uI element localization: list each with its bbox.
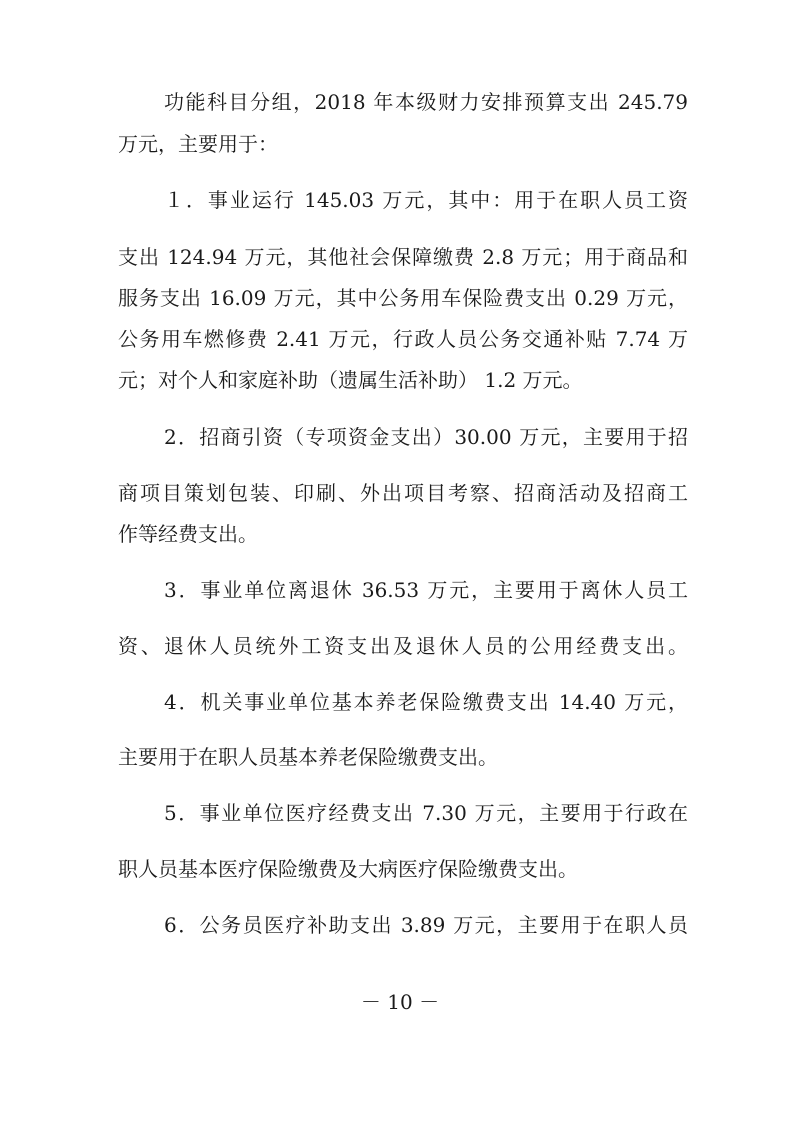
text-line-12: 资、退休人员统外工资支出及退休人员的公用经费支出。	[118, 634, 688, 658]
text-line-16: 职人员基本医疗保险缴费及大病医疗保险缴费支出。	[118, 857, 578, 881]
text-line-13: 4．机关事业单位基本养老保险缴费支出 14.40 万元，	[164, 690, 688, 714]
text-line-11: 3．事业单位离退休 36.53 万元，主要用于离休人员工	[164, 578, 688, 602]
text-line-2: 万元，主要用于：	[118, 132, 278, 156]
text-line-17: 6．公务员医疗补助支出 3.89 万元，主要用于在职人员	[164, 913, 688, 937]
text-line-5: 服务支出 16.09 万元，其中公务用车保险费支出 0.29 万元，	[118, 286, 688, 310]
text-line-4: 支出 124.94 万元，其他社会保障缴费 2.8 万元；用于商品和	[118, 245, 688, 269]
text-line-15: 5．事业单位医疗经费支出 7.30 万元，主要用于行政在	[164, 801, 688, 825]
text-line-9: 商项目策划包装、印刷、外出项目考察、招商活动及招商工	[118, 481, 688, 505]
text-line-10: 作等经费支出。	[118, 522, 258, 546]
text-line-8: 2．招商引资（专项资金支出）30.00 万元，主要用于招	[164, 425, 688, 449]
text-line-1: 功能科目分组，2018 年本级财力安排预算支出 245.79	[164, 90, 688, 114]
text-line-6: 公务用车燃修费 2.41 万元，行政人员公务交通补贴 7.74 万	[118, 327, 688, 351]
page-number: － 10 －	[360, 990, 440, 1014]
text-line-14: 主要用于在职人员基本养老保险缴费支出。	[118, 745, 498, 769]
text-line-7: 元；对个人和家庭补助（遗属生活补助） 1.2 万元。	[118, 368, 583, 392]
text-line-3: １．事业运行 145.03 万元，其中：用于在职人员工资	[164, 188, 688, 212]
